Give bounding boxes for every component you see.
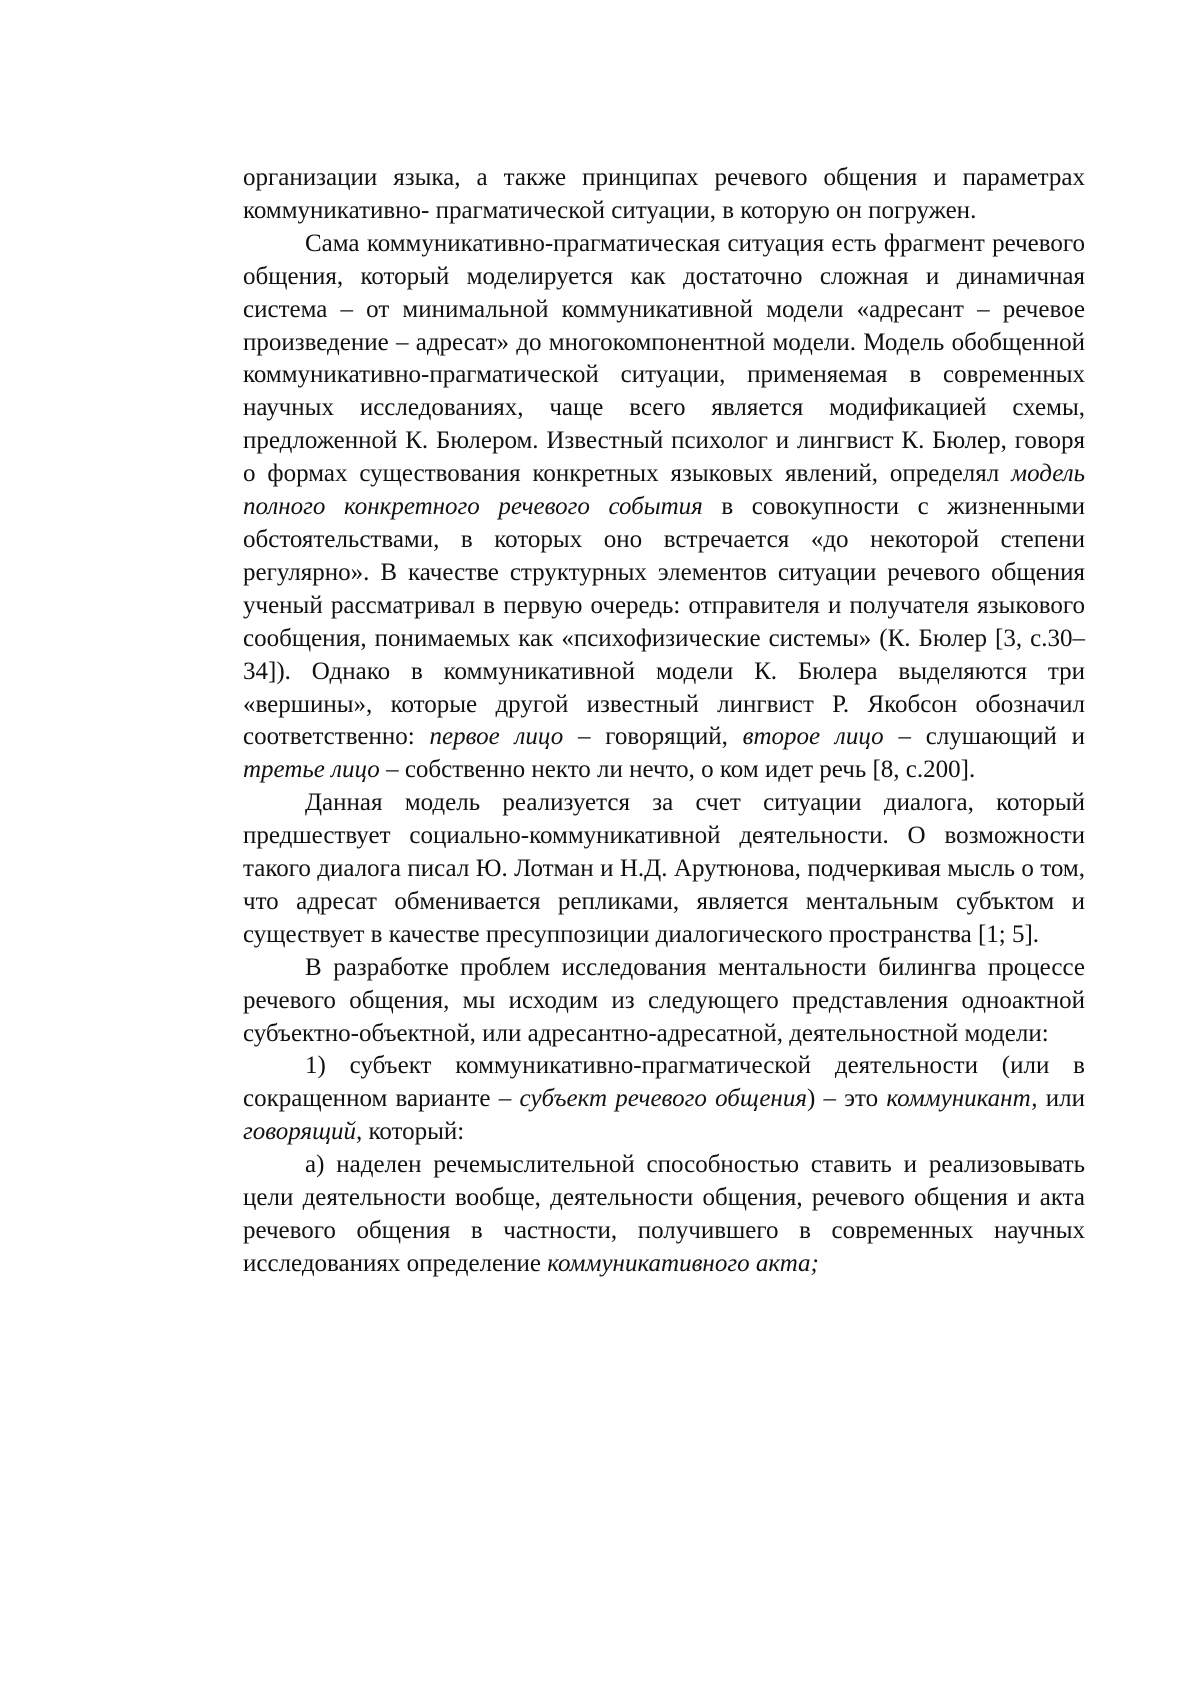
- italic-term: второе лицо: [742, 723, 884, 751]
- italic-term: модель полного конкретного речевого события: [243, 460, 1085, 521]
- italic-term: коммуникант,: [886, 1085, 1038, 1113]
- paragraph: [243, 228, 1085, 787]
- paragraph: [243, 1149, 1085, 1281]
- text-segment: – собственно некто ли нечто, о ком идет речь [8, с.200].: [379, 756, 976, 784]
- paragraph: [243, 1050, 1085, 1149]
- italic-term: субъект речевого общения: [519, 1085, 807, 1113]
- text-segment: ) – это: [806, 1085, 887, 1113]
- text-segment: – слушающий и: [883, 723, 1086, 751]
- paragraph: [243, 787, 1085, 952]
- text-segment: организации языка, а также принципах речевого общения и параметрах коммуникативно- прагматической ситуации, в которую он погружен.: [243, 164, 1085, 224]
- text-segment: Сама коммуникативно-прагматическая ситуация есть фрагмент речевого общения, который моделируется как достаточно сложная и динамичная система – от минимальной коммуникативной модели «адресант – речевое произведение – адресат» до многокомпонентной модели. Модель обобщенной коммуникативно-прагматической ситуации, применяемая в современных научных исследованиях, чаще всего является модификацией схемы, предложенной К. Бюлером. Известный психолог и лингвист К. Бюлер, говоря о формах существования конкретных языковых явлений, определял: [243, 229, 1085, 488]
- text-segment: 1) субъект коммуникативно-прагматической деятельности (или в сокращенном варианте –: [243, 1052, 1085, 1113]
- text-segment: или: [1037, 1085, 1086, 1113]
- paragraph: [243, 952, 1085, 1051]
- body-text: [243, 162, 1085, 1281]
- text-segment: В разработке проблем исследования ментальности билингва процессе речевого общения, мы исходим из следующего представления одноактной субъектно-объектной, или адресантно-адресатной, деятельностной модели:: [243, 953, 1085, 1047]
- text-segment: Данная модель реализуется за счет ситуации диалога, который предшествует социально-коммуникативной деятельности. О возможности такого диалога писал Ю. Лотман и Н.Д. Арутюнова, подчеркивая мысль о том, что адресат обменивается репликами, является ментальным субъктом и существует в качестве пресуппозиции диалогического пространства [1; 5].: [243, 789, 1085, 948]
- italic-term: коммуникативного акта;: [547, 1249, 819, 1277]
- italic-term: говорящий,: [243, 1118, 363, 1146]
- text-segment: в совокупности с жизненными обстоятельствами, в которых оно встречается «до некоторой степени регулярно». В качестве структурных элементов ситуации речевого общения ученый рассматривал в первую очередь: отправителя и получателя языкового сообщения, понимаемых как «психофизические системы» (К. Бюлер [3, с.30–34]). Однако в коммуникативной модели К. Бюлера выделяются три «вершины», которые другой известный лингвист Р. Якобсон обозначил соответственно:: [243, 493, 1085, 751]
- text-segment: который:: [362, 1118, 465, 1146]
- italic-term: первое лицо: [429, 723, 564, 751]
- text-segment: – говорящий,: [563, 723, 743, 751]
- italic-term: третье лицо: [243, 756, 380, 784]
- paragraph: [243, 162, 1085, 228]
- text-segment: а) наделен речемыслительной способностью ставить и реализовывать цели деятельности вообще, деятельности общения, речевого общения и акта речевого общения в частности, получившего в современных научных исследованиях определение: [243, 1151, 1085, 1277]
